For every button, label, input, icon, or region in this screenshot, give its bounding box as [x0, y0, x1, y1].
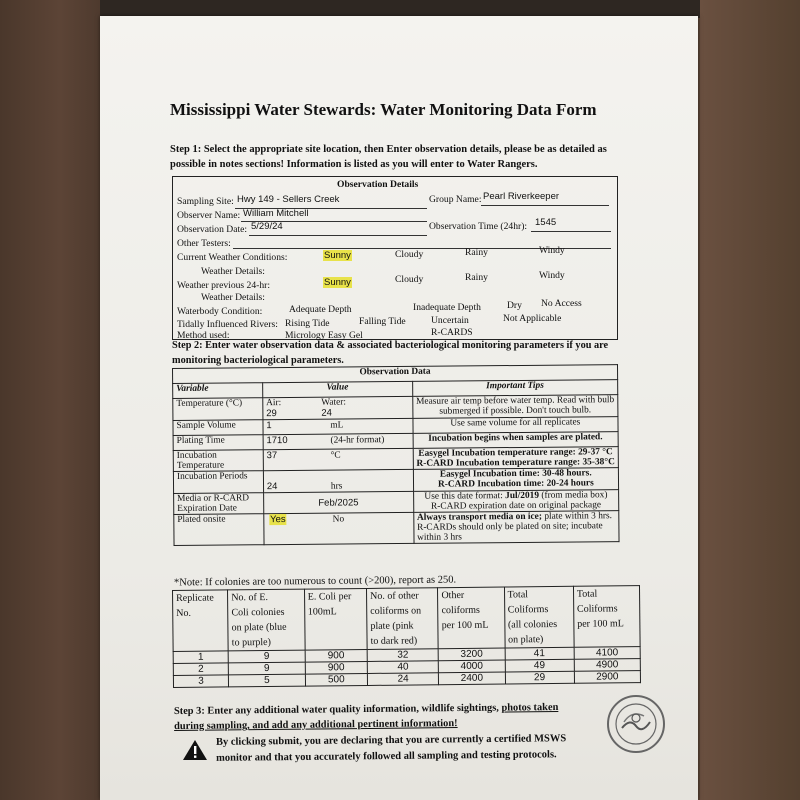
- incubation-temperature-unit: °C: [330, 450, 341, 461]
- plated-onsite-label: Plated onsite: [174, 514, 264, 546]
- msws-logo-seal: [604, 692, 668, 756]
- step1-instructions: Step 1: Select the appropriate site location, then Enter observation details, please be as detailed as possible in notes sections! Information is listed as you will enter to Water Rangers.: [170, 144, 607, 170]
- colony-count-table: [172, 585, 641, 688]
- waterbody-condition-label: Waterbody Condition:: [177, 306, 263, 317]
- incubation-periods-tip: Easygel Incubation time: 30-48 hours. R-CARD Incubation time: 20-24 hours: [413, 468, 619, 492]
- incubation-temperature-label: Incubation Temperature: [173, 450, 263, 472]
- tidal-rivers-label: Tidally Influenced Rivers:: [177, 319, 278, 330]
- waterbody-dry[interactable]: Dry: [507, 300, 522, 311]
- media-expiration-label: Media or R-CARD Expiration Date: [174, 493, 264, 515]
- sample-volume-label: Sample Volume: [173, 420, 263, 436]
- observation-data-heading: Observation Data: [173, 365, 618, 384]
- air-label: Air:: [266, 398, 282, 409]
- previous-weather-cloudy[interactable]: Cloudy: [395, 274, 424, 285]
- media-expiration-field[interactable]: Feb/2025: [318, 496, 359, 509]
- replicate-number: 1: [173, 651, 228, 664]
- current-weather-label: Current Weather Conditions:: [177, 252, 288, 263]
- plating-time-field[interactable]: 1710: [266, 434, 288, 447]
- colony-table-header: [173, 586, 641, 652]
- sample-volume-values: [263, 418, 413, 434]
- colony-section: [172, 585, 641, 688]
- colony-table-body: [173, 647, 640, 688]
- background-right: [700, 0, 800, 800]
- water-temp-field[interactable]: 24: [321, 407, 332, 419]
- colony-cell[interactable]: 3200: [438, 648, 504, 661]
- waterbody-no-access[interactable]: No Access: [541, 298, 582, 309]
- water-label: Water:: [321, 397, 347, 408]
- plated-onsite-no[interactable]: No: [332, 514, 345, 525]
- colony-header-6: Total Coliforms (all colonies on plate): [504, 586, 574, 648]
- tidal-not-applicable[interactable]: Not Applicable: [503, 313, 562, 324]
- sample-volume-field[interactable]: 1: [266, 420, 272, 432]
- temperature-values: [263, 396, 413, 419]
- colony-cell[interactable]: 29: [505, 671, 574, 684]
- current-weather-rainy[interactable]: Rainy: [465, 247, 488, 258]
- colony-header-2: No. of E. Coli colonies on plate (blue to purple): [228, 589, 305, 651]
- colony-cell[interactable]: 5: [229, 674, 306, 687]
- colony-cell[interactable]: 900: [305, 661, 368, 674]
- colony-cell[interactable]: 4100: [574, 647, 640, 660]
- waterbody-inadequate[interactable]: Inadequate Depth: [413, 302, 481, 313]
- sampling-site-label: Sampling Site:: [177, 196, 234, 207]
- observation-date-label: Observation Date:: [177, 224, 248, 235]
- colony-header-5: Other coliforms per 100 mL: [438, 587, 505, 649]
- col-variable: Variable: [173, 383, 263, 399]
- incubation-temperature-tip: Easygel Incubation temperature range: 29-37 °C R-CARD Incubation temperature range: 35-38°C: [413, 447, 619, 470]
- colony-cell[interactable]: 500: [305, 673, 368, 686]
- method-rcards[interactable]: R-CARDS: [431, 327, 473, 338]
- observation-time-field[interactable]: 1545: [535, 217, 557, 228]
- tidal-falling[interactable]: Falling Tide: [359, 316, 406, 327]
- observation-date-field[interactable]: 5/29/24: [251, 221, 283, 232]
- sample-volume-unit: mL: [330, 420, 344, 431]
- plated-onsite-tip: Always transport media on ice; plate within 3 hrs. R-CARDs should only be plated on site; incubate within 3 hrs: [413, 511, 619, 544]
- background-left: [0, 0, 100, 800]
- colony-header-7: Total Coliforms per 100 mL: [573, 586, 640, 648]
- air-temp-field[interactable]: 29: [266, 408, 277, 420]
- sampling-site-field[interactable]: Hwy 149 - Sellers Creek: [237, 194, 340, 205]
- plating-time-unit: (24-hr format): [330, 435, 385, 446]
- waterbody-adequate[interactable]: Adequate Depth: [289, 304, 352, 315]
- colony-header-1: Replicate No.: [173, 590, 229, 652]
- colony-header-3: E. Coli per 100mL: [304, 588, 367, 650]
- group-name-field[interactable]: Pearl Riverkeeper: [483, 191, 560, 202]
- previous-weather-sunny[interactable]: Sunny: [324, 277, 351, 288]
- weather-details-label: Weather Details:: [201, 266, 265, 277]
- current-weather-windy[interactable]: Windy: [539, 245, 565, 256]
- other-testers-label: Other Testers:: [177, 238, 231, 249]
- step2-instructions: Step 2: Enter water observation data & associated bacteriological monitoring parameters if you are monitoring bacteriological parameters.: [172, 340, 609, 366]
- colony-header-4: No. of other coliforms on plate (pink to dark red): [367, 588, 439, 650]
- observation-details-heading: Observation Details: [337, 179, 419, 190]
- previous-weather-windy[interactable]: Windy: [539, 270, 565, 281]
- temperature-tip: Measure air temp before water temp. Read with bulb submerged if possible. Don't touch bulb.: [412, 395, 618, 419]
- incubation-periods-unit: hrs: [330, 481, 343, 492]
- temperature-label: Temperature (°C): [173, 398, 263, 421]
- colony-cell[interactable]: 4900: [574, 659, 640, 672]
- tidal-uncertain[interactable]: Uncertain: [431, 315, 469, 326]
- observation-data-section: [172, 364, 620, 546]
- replicate-number: 2: [173, 663, 228, 676]
- incubation-periods-values: [263, 469, 413, 492]
- warning-icon: [182, 738, 208, 762]
- previous-weather-rainy[interactable]: Rainy: [465, 272, 488, 283]
- current-weather-cloudy[interactable]: Cloudy: [395, 249, 424, 260]
- observation-details-box: [172, 176, 618, 340]
- observer-name-field[interactable]: William Mitchell: [243, 208, 309, 219]
- weather-previous-label: Weather previous 24-hr:: [177, 280, 270, 291]
- form-paper: [100, 16, 698, 800]
- method-used-label: Method used:: [177, 330, 230, 341]
- step3-instructions: Step 3: Enter any additional water quality information, wildlife sightings, photos taken during sampling, and add any additional pertinent information!: [173, 701, 559, 733]
- incubation-periods-label: Incubation Periods: [173, 471, 263, 494]
- media-expiration-values: [263, 491, 413, 513]
- incubation-temperature-values: [263, 448, 413, 470]
- incubation-temperature-field[interactable]: 37: [266, 450, 278, 462]
- tidal-rising[interactable]: Rising Tide: [285, 318, 330, 329]
- form-title: Mississippi Water Stewards: Water Monitoring Data Form: [170, 100, 597, 119]
- colony-cell[interactable]: 900: [305, 649, 368, 662]
- plated-onsite-yes[interactable]: Yes: [270, 514, 286, 526]
- sample-volume-tip: Use same volume for all replicates: [413, 417, 618, 434]
- plating-time-tip: Incubation begins when samples are plated.: [413, 432, 618, 449]
- colony-cell[interactable]: 2900: [574, 671, 640, 684]
- colony-cell[interactable]: 40: [367, 661, 438, 674]
- group-name-label: Group Name:: [429, 194, 482, 205]
- declaration-text: By clicking submit, you are declaring that you are currently a certified MSWS monitor and that you accurately followed all sampling and testing protocols.: [215, 733, 567, 764]
- colony-cell[interactable]: 41: [505, 647, 574, 660]
- colony-cell[interactable]: 9: [228, 662, 305, 675]
- colony-cell[interactable]: 32: [367, 649, 438, 662]
- colony-cell[interactable]: 9: [228, 650, 305, 663]
- colony-cell[interactable]: 49: [505, 659, 574, 672]
- col-value: Value: [262, 381, 412, 397]
- observation-time-label: Observation Time (24hr):: [429, 221, 528, 232]
- plating-time-label: Plating Time: [173, 435, 263, 451]
- colonies-note: *Note: If colonies are too numerous to count (>200), report as 250.: [173, 574, 457, 589]
- colony-cell[interactable]: 2400: [439, 672, 505, 685]
- method-micrology[interactable]: Micrology Easy Gel: [285, 330, 363, 341]
- plated-onsite-values: [264, 512, 414, 544]
- weather-details-2-label: Weather Details:: [201, 292, 265, 303]
- colony-cell[interactable]: 24: [367, 673, 438, 686]
- col-tips: Important Tips: [412, 380, 617, 397]
- media-expiration-tip: Use this date format: Jul/2019 (from media box) R-CARD expiration date on original package: [413, 490, 619, 513]
- colony-cell[interactable]: 4000: [439, 660, 505, 673]
- incubation-periods-field[interactable]: 24: [266, 481, 278, 493]
- observation-data-table: [172, 364, 620, 546]
- current-weather-sunny[interactable]: Sunny: [324, 250, 351, 261]
- observer-name-label: Observer Name:: [177, 210, 241, 221]
- plating-time-values: [263, 433, 413, 449]
- plated-onsite-row: [174, 511, 619, 546]
- replicate-number: 3: [173, 675, 228, 688]
